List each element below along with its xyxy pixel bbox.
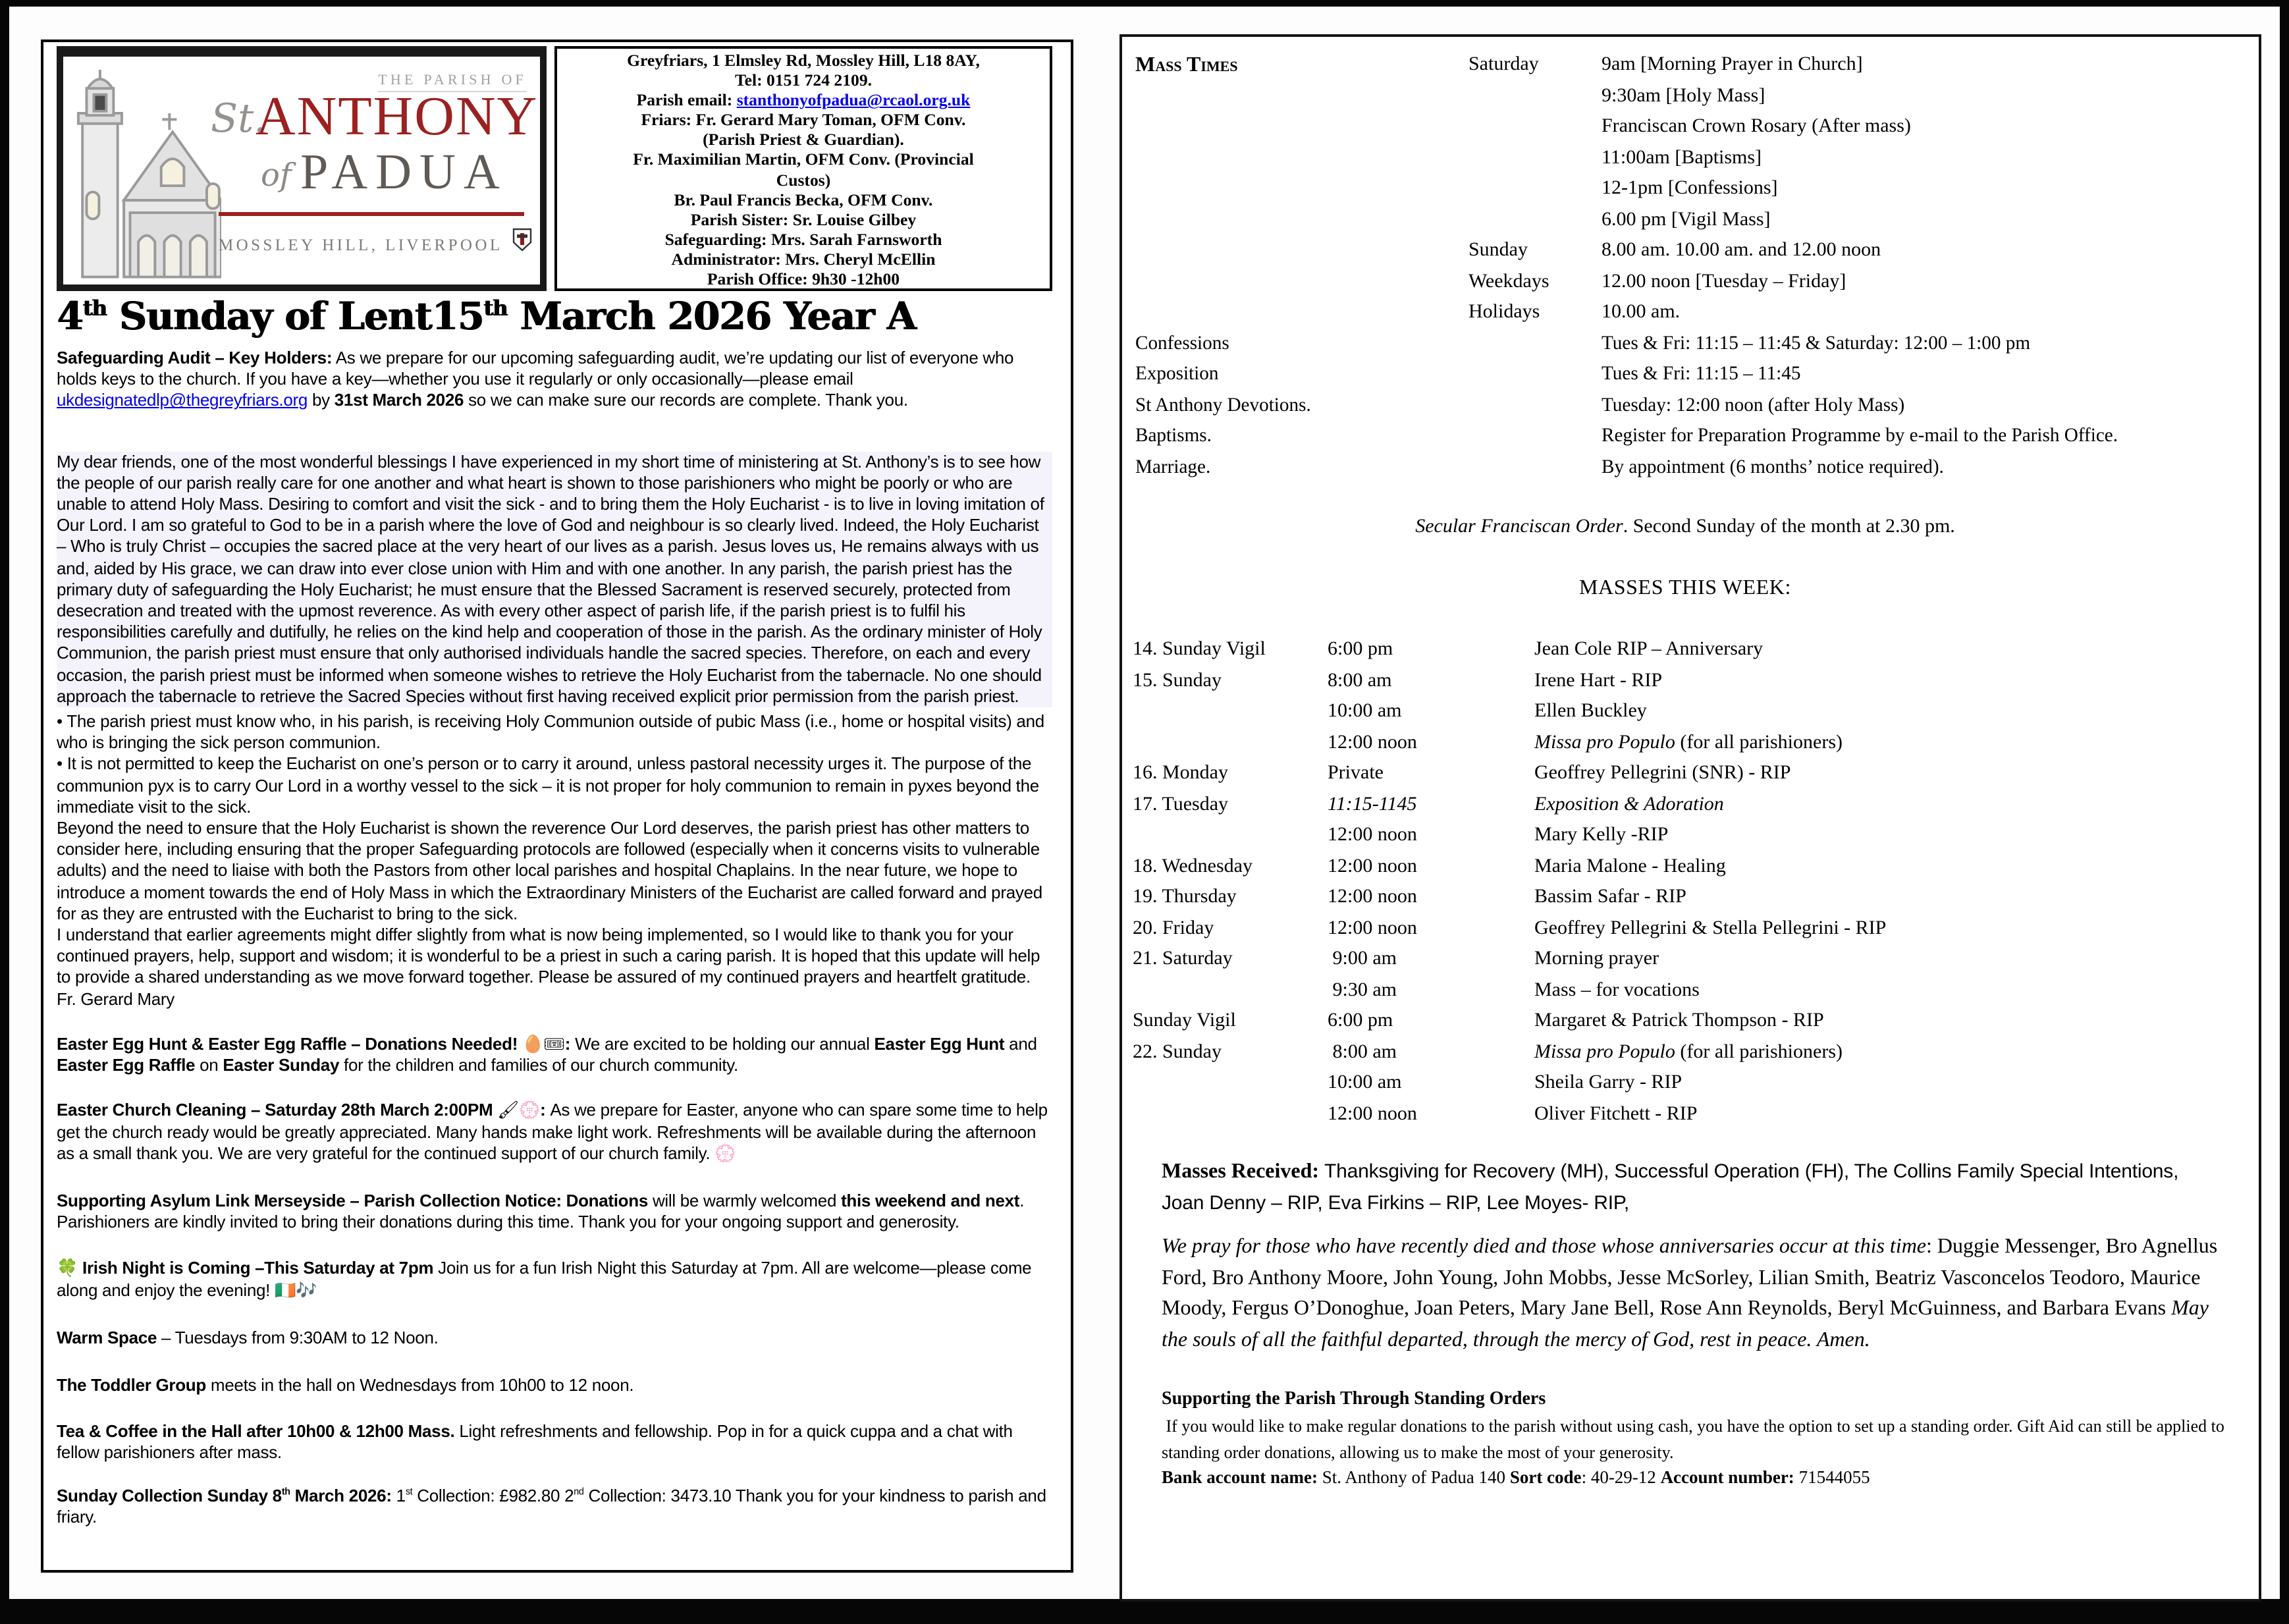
contact-line: Custos) bbox=[776, 171, 831, 190]
contact-line: Br. Paul Francis Becka, OFM Conv. bbox=[674, 190, 933, 209]
mass-intention: Missa pro Populo (for all parishioners) bbox=[1534, 732, 1843, 753]
mass-intention-row bbox=[1133, 852, 2238, 882]
service-label: Exposition bbox=[1135, 364, 1219, 385]
mass-day: 15. Sunday bbox=[1133, 670, 1222, 691]
mass-intention-row bbox=[1133, 882, 2238, 913]
schedule-day bbox=[1468, 205, 1602, 236]
mass-intention-row bbox=[1133, 913, 2238, 944]
notice-paragraph: 🍀 Irish Night is Coming –This Saturday at 7pm Join us for a fun Irish Night this Saturday at 7pm. All are welcome—please come along and enjoy the evening! 🇮🇪🎶 bbox=[57, 1258, 1032, 1300]
prayers-for-deceased: We pray for those who have recently died and those whose anniversaries occur at this time: Duggie Messenger, Bro Agnellus Ford, Bro Anthony Moore, John Young, John Mobbs, Jesse McSorley, Lilian Smith, Beatriz Vasconcelos Teodoro, Maurice Moody, Fergus O’Donoghue, Joan Peters, Mary Jane Bell, Rose Ann Reynolds, Beryl McGuinness, and Barbara Evans May the souls of all the faithful departed, through the mercy of God, rest in peace. Amen. bbox=[1162, 1235, 2218, 1351]
mass-times-row bbox=[1468, 174, 2238, 205]
mass-intention-row bbox=[1133, 728, 2238, 759]
logo-red-rule bbox=[219, 212, 524, 216]
mass-intention: Jean Cole RIP – Anniversary bbox=[1534, 639, 1764, 660]
service-row bbox=[1135, 360, 2238, 391]
schedule-day bbox=[1468, 112, 1602, 143]
mass-intention: Irene Hart - RIP bbox=[1534, 670, 1663, 691]
mass-times-row bbox=[1468, 143, 2238, 174]
mass-time: 10:00 am bbox=[1328, 701, 1402, 722]
paintbrush-flower-icons: 🖌💮 bbox=[497, 1100, 541, 1120]
schedule-time: 9:30am [Holy Mass] bbox=[1602, 85, 1765, 106]
mass-times-row bbox=[1468, 236, 2238, 267]
mass-time: 11:15-1145 bbox=[1328, 794, 1417, 815]
schedule-day: Weekdays bbox=[1468, 271, 1549, 292]
logo-anthony-text: ANTHONY bbox=[256, 87, 539, 148]
contact-line: Safeguarding: Mrs. Sarah Farnsworth bbox=[664, 230, 942, 249]
mass-intention-row bbox=[1133, 1068, 2238, 1099]
mass-time: 8:00 am bbox=[1328, 670, 1392, 691]
schedule-time: 10.00 am. bbox=[1602, 302, 1681, 323]
masses-received-note: Masses Received: Thanksgiving for Recovery (MH), Successful Operation (FH), The Collins Family Special Intentions, Joan Denny – RIP, Eva Firkins – RIP, Lee Moyes- RIP, bbox=[1162, 1160, 2179, 1214]
mass-times-row bbox=[1468, 298, 2238, 329]
mass-intention: Morning prayer bbox=[1534, 948, 1659, 969]
notice-paragraph: Easter Church Cleaning – Saturday 28th March 2:00PM 🖌💮: As we prepare for Easter, anyone who can spare some time to help get the church ready would be greatly appreciated. Many hands make light work. Refreshments will be available during the afternoon as a small thank you. We are very grateful for the continued support of our church family. 💮 bbox=[57, 1100, 1048, 1163]
mass-intention: Mass – for vocations bbox=[1534, 979, 1700, 1000]
mass-intention-row bbox=[1133, 759, 2238, 790]
contact-line: Greyfriars, 1 Elmsley Rd, Mossley Hill, L18 8AY, bbox=[627, 51, 980, 70]
ireland-flag-music-icons: 🇮🇪🎶 bbox=[275, 1280, 317, 1300]
mass-intention-row bbox=[1133, 1037, 2238, 1068]
mass-time: 6:00 pm bbox=[1328, 639, 1393, 660]
logo-of-text: of bbox=[261, 157, 292, 194]
mass-time: 12:00 noon bbox=[1328, 917, 1417, 938]
service-label: Confessions bbox=[1135, 333, 1229, 354]
schedule-time: 6.00 pm [Vigil Mass] bbox=[1602, 209, 1771, 230]
contact-line: Friars: Fr. Gerard Mary Toman, OFM Conv. bbox=[641, 111, 966, 130]
notice-paragraph: Safeguarding Audit – Key Holders: As we prepare for our upcoming safeguarding audit, we’re updating our list of everyone who holds keys to the church. If you have a key—whether you use it regularly or only occasionally—please email ukdesignatedlp@thegreyfriars.org by 31st March 2026 so we can make sure our records are complete. Thank you. bbox=[57, 348, 1014, 410]
mass-times-schedule bbox=[1133, 50, 2238, 329]
notice-paragraph: Easter Egg Hunt & Easter Egg Raffle – Donations Needed! 🥚🎟: We are excited to be holding our annual Easter Egg Hunt and Easter Egg Raffle on Easter Sunday for the children and families of our church community. bbox=[57, 1033, 1037, 1075]
service-row bbox=[1135, 421, 2238, 452]
mass-day bbox=[1133, 697, 1328, 728]
mass-day bbox=[1133, 821, 1328, 852]
safeguarding-email-link[interactable]: ukdesignatedlp@thegreyfriars.org bbox=[57, 390, 308, 410]
contact-line: Parish Office: 9h30 -12h00 bbox=[707, 270, 900, 289]
mass-day bbox=[1133, 975, 1328, 1006]
notice-paragraph: Warm Space – Tuesdays from 9:30AM to 12 Noon. bbox=[57, 1327, 439, 1347]
mass-time: Private bbox=[1328, 763, 1384, 784]
left-page-body bbox=[57, 348, 1052, 1528]
mass-day: 22. Sunday bbox=[1133, 1041, 1222, 1062]
mass-intention-row bbox=[1133, 975, 2238, 1006]
contact-line: Administrator: Mrs. Cheryl McEllin bbox=[671, 250, 936, 269]
mass-intention: Maria Malone - Healing bbox=[1534, 855, 1726, 877]
schedule-day: Holidays bbox=[1468, 302, 1540, 323]
mass-time: 12:00 noon bbox=[1328, 1103, 1417, 1124]
mass-day: 19. Thursday bbox=[1133, 886, 1237, 907]
service-row bbox=[1135, 452, 2238, 483]
mass-intention-row bbox=[1133, 821, 2238, 852]
mass-day bbox=[1133, 1099, 1328, 1130]
mass-intention: Missa pro Populo (for all parishioners) bbox=[1534, 1041, 1843, 1062]
notice-paragraph: My dear friends, one of the most wonderful blessings I have experienced in my short time of ministering at St. Anthony’s is to see how the people of our parish really care for one another and what heart is shown to those parishioners who might be poorly or who are unable to attend Holy Mass. Desiring to comfort and visit the sick - and to bring them the Holy Eucharist - is to live in loving imitation of Our Lord. I am so grateful to God to be in a parish where the love of God and neighbour is so clearly lived. Indeed, the Holy Eucharist – Who is truly Christ – occupies the sacred place at the very heart of our lives as a parish. Jesus loves us, He remains always with us and, aided by His grace, we can draw into ever close union with Him and with one another. In any parish, the parish priest has the primary duty of safeguarding the Holy Eucharist; he must ensure that the Blessed Sacrament is reserved securely, protected from desecration and treated with the upmost reverence. As with every other aspect of parish life, if the parish priest is to fulfil his responsibilities carefully and dutifully, he relies on the kind help and cooperation of those in the parish. As the ordinary minister of Holy Communion, the parish priest must ensure that only authorised individuals handle the sacred species. Therefore, on each and every occasion, the parish priest must be informed when someone wishes to retrieve the Holy Eucharist from the tabernacle. No one should approach the tabernacle to retrieve the Sacred Species without first having received explicit prior permission from the parish priest. bbox=[57, 451, 1052, 707]
mass-intention-row bbox=[1133, 697, 2238, 728]
notice-paragraph: Supporting Asylum Link Merseyside – Parish Collection Notice: Donations will be warmly welcomed this weekend and next. Parishioners are kindly invited to bring their donations during this time. Thank you for your ongoing support and generosity. bbox=[57, 1190, 1025, 1232]
logo-st-text: St. bbox=[211, 96, 267, 142]
mass-intention: Geoffrey Pellegrini & Stella Pellegrini - RIP bbox=[1534, 917, 1887, 938]
mass-intention: Margaret & Patrick Thompson - RIP bbox=[1534, 1010, 1824, 1031]
service-row bbox=[1135, 329, 2238, 360]
mass-time: 9:00 am bbox=[1328, 948, 1397, 969]
service-detail: Tuesday: 12:00 noon (after Holy Mass) bbox=[1602, 394, 1905, 416]
standing-orders-heading: Supporting the Parish Through Standing Orders bbox=[1162, 1390, 1546, 1409]
mass-intention: Mary Kelly -RIP bbox=[1534, 825, 1669, 846]
schedule-time: 12-1pm [Confessions] bbox=[1602, 178, 1778, 199]
notice-paragraph: Beyond the need to ensure that the Holy Eucharist is shown the reverence Our Lord deserves, the parish priest has other matters to consider here, including ensuring that the proper Safeguarding protocols are followed (especially when it concerns visits to vulnerable adults) and the need to liaise with both the Pastors from other local parishes and hospital Chaplains. In the near future, we hope to introduce a moment towards the end of Holy Mass in which the Extraordinary Ministers of the Eucharist are called forward and prayed for as they are entrusted with the Eucharist to bring to the sick. bbox=[57, 818, 1042, 923]
mass-time: 8:00 am bbox=[1328, 1041, 1397, 1062]
service-label: Baptisms. bbox=[1135, 425, 1212, 447]
bank-details-line: Bank account name: St. Anthony of Padua 140 Sort code: 40-29-12 Account number: 71544055 bbox=[1162, 1467, 1870, 1487]
page-title: 4th Sunday of Lent15th March 2026 Year A bbox=[57, 294, 916, 338]
mass-day bbox=[1133, 728, 1328, 759]
mass-time: 12:00 noon bbox=[1328, 732, 1417, 753]
mass-intention: Oliver Fitchett - RIP bbox=[1534, 1103, 1698, 1124]
contact-line: Parish email: stanthonyofpadua@rcaol.org.uk bbox=[636, 91, 971, 110]
schedule-day: Saturday bbox=[1468, 54, 1539, 75]
masses-this-week-title: MASSES THIS WEEK: bbox=[1579, 576, 1791, 599]
schedule-time: 8.00 am. 10.00 am. and 12.00 noon bbox=[1602, 240, 1881, 261]
mass-time: 9:30 am bbox=[1328, 979, 1397, 1000]
contact-line: (Parish Priest & Guardian). bbox=[703, 130, 904, 149]
services-list bbox=[1133, 329, 2238, 483]
notice-paragraph: Sunday Collection Sunday 8th March 2026: 1st Collection: £982.80 2nd Collection: 3473.10 Thank you for your kindness to parish and friary. bbox=[57, 1485, 1046, 1527]
mass-day: 17. Tuesday bbox=[1133, 794, 1229, 815]
notice-paragraph: Fr. Gerard Mary bbox=[57, 988, 175, 1009]
page-left bbox=[41, 40, 1073, 1573]
parish-email-link[interactable]: stanthonyofpadua@rcaol.org.uk bbox=[736, 91, 971, 110]
contact-line: Fr. Maximilian Martin, OFM Conv. (Provincial bbox=[633, 150, 974, 169]
mass-times-heading: Mass Times bbox=[1135, 54, 1238, 76]
service-row bbox=[1135, 391, 2238, 421]
mass-intention: Bassim Safar - RIP bbox=[1534, 886, 1686, 907]
mass-times-row bbox=[1468, 267, 2238, 298]
mass-day: 20. Friday bbox=[1133, 917, 1214, 938]
schedule-day bbox=[1468, 81, 1602, 112]
logo-parish-of-text: THE PARISH OF bbox=[378, 72, 527, 92]
mass-day: 14. Sunday Vigil bbox=[1133, 639, 1266, 660]
bulletin-sheet bbox=[9, 7, 2280, 1599]
notice-paragraph: I understand that earlier agreements might differ slightly from what is now being implemented, so I would like to thank you for your continued prayers, help, support and wisdom; it is wonderful to be a priest in such a caring parish. It is hoped that this update will help to provide a shared understanding as we move forward together. Please be assured of my continued prayers and heartfelt gratitude. bbox=[57, 925, 1040, 987]
masses-this-week-table bbox=[1133, 635, 2238, 1130]
notice-paragraph: The Toddler Group meets in the hall on Wednesdays from 10h00 to 12 noon. bbox=[57, 1374, 634, 1395]
flower-icon: 💮 bbox=[714, 1143, 736, 1163]
schedule-day: Sunday bbox=[1468, 240, 1528, 261]
standing-orders-section bbox=[1162, 1387, 2229, 1490]
left-page-header bbox=[57, 46, 1052, 291]
easter-egg-raffle-icons: 🥚🎟 bbox=[522, 1033, 565, 1054]
schedule-time: 9am [Morning Prayer in Church] bbox=[1602, 54, 1863, 75]
shamrock-icon: 🍀 bbox=[57, 1258, 78, 1278]
schedule-time: Franciscan Crown Rosary (After mass) bbox=[1602, 116, 1911, 137]
mass-day: Sunday Vigil bbox=[1133, 1010, 1236, 1031]
schedule-day bbox=[1468, 174, 1602, 205]
mass-day: 16. Monday bbox=[1133, 763, 1228, 784]
mass-times-row bbox=[1468, 50, 2238, 81]
mass-time: 12:00 noon bbox=[1328, 886, 1417, 907]
mass-intention-row bbox=[1133, 635, 2238, 666]
mass-intention: Ellen Buckley bbox=[1534, 701, 1647, 722]
mass-times-row bbox=[1468, 112, 2238, 143]
tau-shield-icon bbox=[512, 228, 532, 252]
mass-intention-row bbox=[1133, 790, 2238, 821]
standing-orders-body: If you would like to make regular donations to the parish without using cash, you have the option to set up a standing order. Gift Aid can still be applied to standing order donations, allowing us to make the most of your generosity. bbox=[1162, 1416, 2229, 1461]
mass-intention-row bbox=[1133, 666, 2238, 697]
mass-intention: Geoffrey Pellegrini (SNR) - RIP bbox=[1534, 763, 1791, 784]
service-detail: Tues & Fri: 11:15 – 11:45 & Saturday: 12:00 – 1:00 pm bbox=[1602, 333, 2031, 354]
contact-line: Tel: 0151 724 2109. bbox=[734, 71, 873, 90]
notice-paragraph: Tea & Coffee in the Hall after 10h00 & 12h00 Mass. Light refreshments and fellowship. Pop in for a quick cuppa and a chat with fellow parishioners after mass. bbox=[57, 1421, 1013, 1463]
mass-intention: Sheila Garry - RIP bbox=[1534, 1072, 1683, 1093]
contact-line: Parish Sister: Sr. Louise Gilbey bbox=[690, 210, 917, 229]
mass-time: 6:00 pm bbox=[1328, 1010, 1393, 1031]
schedule-time: 11:00am [Baptisms] bbox=[1602, 147, 1762, 168]
service-detail: Tues & Fri: 11:15 – 11:45 bbox=[1602, 364, 1801, 385]
schedule-day bbox=[1468, 143, 1602, 174]
service-detail: Register for Preparation Programme by e-mail to the Parish Office. bbox=[1602, 425, 2118, 447]
service-detail: By appointment (6 months’ notice required). bbox=[1602, 456, 1944, 477]
mass-day: 18. Wednesday bbox=[1133, 855, 1252, 877]
mass-times-row bbox=[1468, 205, 2238, 236]
mass-times-row bbox=[1468, 81, 2238, 112]
mass-day bbox=[1133, 1068, 1328, 1099]
mass-intention-row bbox=[1133, 944, 2238, 975]
mass-intention-row bbox=[1133, 1099, 2238, 1130]
secular-franciscan-note: Secular Franciscan Order. Second Sunday of the month at 2.30 pm. bbox=[1415, 516, 1955, 537]
service-label: St Anthony Devotions. bbox=[1135, 394, 1311, 416]
mass-time: 12:00 noon bbox=[1328, 855, 1417, 877]
mass-time: 10:00 am bbox=[1328, 1072, 1402, 1093]
mass-time: 12:00 noon bbox=[1328, 825, 1417, 846]
logo-location-text: MOSSLEY HILL, LIVERPOOL bbox=[219, 236, 503, 254]
contact-info-box bbox=[554, 46, 1052, 291]
mass-intention-row bbox=[1133, 1006, 2238, 1037]
notice-paragraph: • The parish priest must know who, in his parish, is receiving Holy Communion outside of pubic Mass (i.e., home or hospital visits) and who is bringing the sick person communion. bbox=[57, 711, 1044, 753]
service-label: Marriage. bbox=[1135, 456, 1211, 477]
church-illustration bbox=[66, 67, 221, 281]
logo-padua-text: PADUA bbox=[300, 145, 508, 200]
notice-paragraph: • It is not permitted to keep the Eucharist on one’s person or to carry it around, unless pastoral necessity urges it. The purpose of the communion pyx is to carry Our Lord in a worthy vessel to the sick – it is not proper for holy communion to remain in pyxes beyond the immediate visit to the sick. bbox=[57, 753, 1039, 817]
parish-logo bbox=[57, 46, 547, 291]
mass-intention: Exposition & Adoration bbox=[1534, 794, 1724, 815]
schedule-time: 12.00 noon [Tuesday – Friday] bbox=[1602, 271, 1846, 292]
mass-day: 21. Saturday bbox=[1133, 948, 1233, 969]
page-right bbox=[1119, 34, 2261, 1602]
